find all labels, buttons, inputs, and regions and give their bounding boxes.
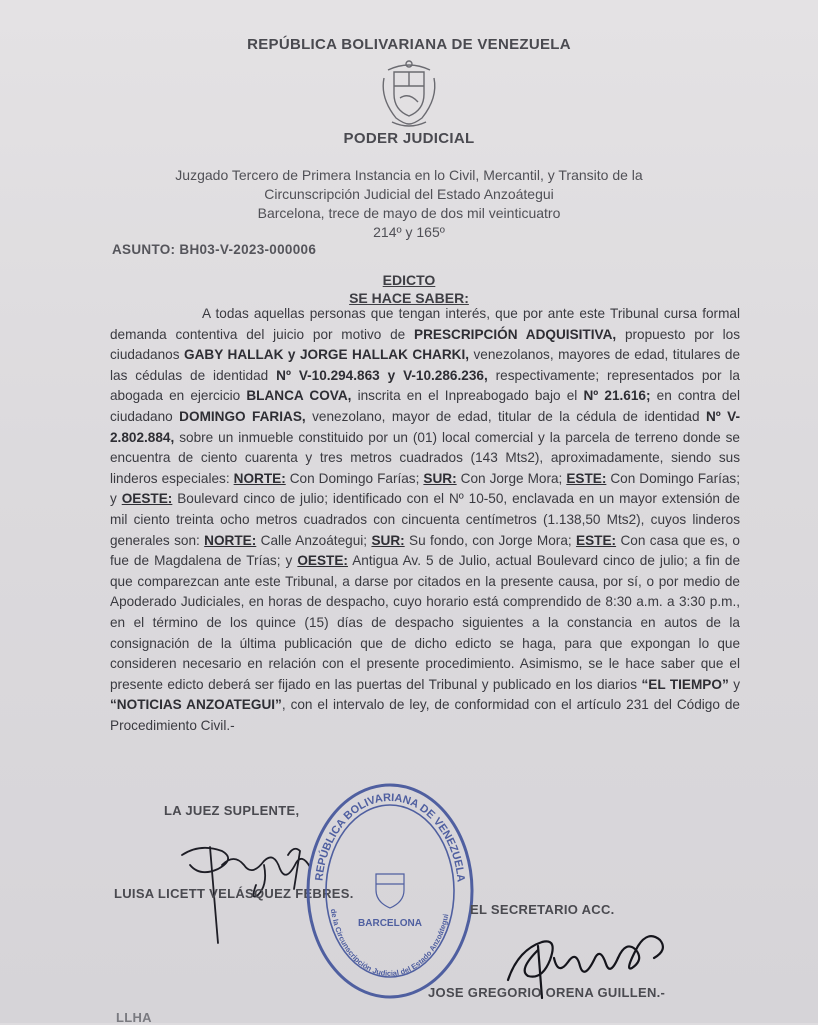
se-hace-saber-title: SE HACE SABER: — [349, 290, 469, 306]
court-years-line: 214º y 165º — [373, 224, 445, 240]
seal-outer-text: REPÚBLICA BOLIVARIANA DE VENEZUELA — [313, 791, 467, 883]
secretary-name: JOSE GREGORIO ORENA GUILLEN.- — [428, 985, 666, 1000]
court-date-line: Barcelona, trece de mayo de dos mil veinticuatro — [257, 205, 561, 221]
poder-judicial-header: PODER JUDICIAL — [343, 130, 475, 147]
seal-bottom-text: de la Circunscripción Judicial del Estado Anzoátegui — [328, 908, 451, 979]
coat-of-arms-icon — [0, 58, 818, 135]
court-line-2: Circunscripción Judicial del Estado Anzoátegui — [264, 186, 554, 202]
secretary-title: EL SECRETARIO ACC. — [470, 902, 615, 917]
typist-initials: LLHA — [116, 1010, 152, 1025]
judge-title: LA JUEZ SUPLENTE, — [164, 803, 300, 818]
judge-name: LUISA LICETT VELÁSQUEZ FEBRES. — [114, 886, 354, 901]
edicto-title: EDICTO — [382, 272, 436, 288]
republic-header: REPÚBLICA BOLIVARIANA DE VENEZUELA — [247, 36, 571, 53]
case-number: ASUNTO: BH03-V-2023-000006 — [112, 242, 317, 257]
court-line-1: Juzgado Tercero de Primera Instancia en lo Civil, Mercantil, y Transito de la — [175, 167, 643, 183]
court-seal-icon — [300, 778, 480, 1004]
seal-city: BARCELONA — [358, 918, 422, 929]
edict-body: A todas aquellas personas que tengan interés, que por ante este Tribunal cursa formal demanda contentiva del juicio por motivo de PRESCRIPCIÓN ADQUISITIVA, propuesto por los ciudadanos GABY HALLAK y JORGE HALLAK CHARKI, venezolanos, mayores de edad, titulares de las cédulas de identidad Nº V-10.294.863 y V-10.286.236, respectivamente; representados por la abogada en ejercicio BLANCA COVA, inscrita en el Inpreabogado bajo el Nº 21.616; en contra del ciudadano DOMINGO FARIAS, venezolano, mayor de edad, titular de la cédula de identidad Nº V-2.802.884, sobre un inmueble constituido por un (01) local comercial y la parcela de terreno donde se encuentra de ciento cuarenta y tres metros cuadrados (143 Mts2), aproximadamente, siendo sus linderos especiales: NORTE: Con Domingo Farías; SUR: Con Jorge Mora; ESTE: Con Domingo Farías; y OESTE: Boulevard cinco de julio; identificado con el Nº 10-50, enclavada en un mayor extensión de mil ciento treinta ocho metros cuadrados con cincuenta centímetros (1.138,50 Mts2), cuyos linderos generales son: NORTE: Calle Anzoátegui; SUR: Su fondo, con Jorge Mora; ESTE: Con casa que es, o fue de Magdalena de Trías; y OESTE: Antigua Av. 5 de Julio, actual Boulevard cinco de julio; a fin de que comparezcan ante este Tribunal, a darse por citados en la presente causa, por sí, o por medio de Apoderado Judiciales, en horas de despacho, cuyo horario está comprendido de 8:30 a.m. a 3:30 p.m., en el término de los quince (15) días de despacho siguientes a la constancia en autos de la consignación de la última publicación que de dicho edicto se haga, para que expongan lo que consideren necesario en relación con el presente procedimiento. Asimismo, se le hace saber que el presente edicto deberá ser fijado en las puertas del Tribunal y publicado en los diarios “EL TIEMPO” y “NOTICIAS ANZOATEGUI”, con el intervalo de ley, de conformidad con el artículo 231 del Código de Procedimiento Civil.- — [110, 306, 741, 733]
